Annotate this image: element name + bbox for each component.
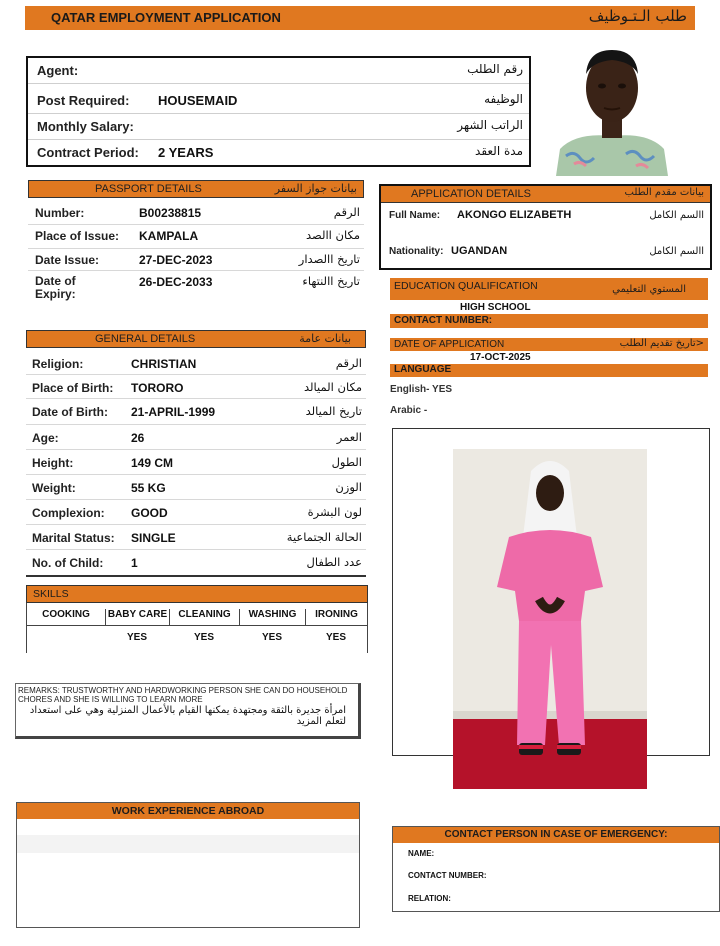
general-row-label: Place of Birth: [32,381,114,395]
work-experience-title: WORK EXPERIENCE ABROAD [111,805,265,817]
general-row-value: 1 [131,556,138,570]
general-row-label-arabic: عدد الطفال [306,555,362,569]
date-expiry-value: 26-DEC-2033 [139,275,213,289]
general-row-label-arabic: لون البشرة [307,505,362,519]
skills-section [26,585,368,653]
skill-washing-label: WASHING [239,609,305,626]
contract-label: Contract Period: [37,145,139,160]
date-issue-label-arabic: تاريخ االصدار [298,252,360,266]
work-experience-header [17,803,359,819]
education-value: HIGH SCHOOL [460,302,531,313]
passport-number-row [28,202,364,225]
general-row-label-arabic: تاريخ الميالد [305,404,362,418]
general-row-value: 149 CM [131,456,174,470]
general-row-label: Height: [32,456,74,470]
emergency-contact-label: CONTACT NUMBER: [408,871,487,880]
passport-details-title-arabic: بيانات جواز السفر [274,182,357,195]
general-row-label: Religion: [32,357,84,371]
general-row-label-arabic: الطول [331,455,362,469]
remarks-text-arabic: امرأة جديرة بالثقة ومجتهدة يمكنها القيام بالأعمال المنزلية وهي على استعداد لتعلم المزيد [29,705,346,727]
general-row [26,450,366,475]
general-row [26,399,366,425]
salary-label: Monthly Salary: [37,119,134,134]
contact-number-bar [390,314,708,328]
general-row [26,500,366,525]
place-of-issue-row [28,225,364,249]
general-row-value: 21-APRIL-1999 [131,405,216,419]
passport-number-value: B00238815 [139,206,202,220]
date-of-application-bar [390,338,708,351]
general-details-section [26,330,366,577]
contract-row [28,140,529,166]
passport-number-label-arabic: الرقم [333,205,360,219]
skill-cleaning-value: YES [193,632,214,643]
salary-label-arabic: الراتب الشهر [457,118,523,132]
general-row [26,351,366,375]
general-row-label-arabic: العمر [336,430,362,444]
education-title: EDUCATION QUALIFICATION [394,280,538,292]
passport-details-title: PASSPORT DETAILS [95,183,202,195]
general-row-value: CHRISTIAN [131,357,197,371]
passport-details-header [28,180,364,198]
application-details-title: APPLICATION DETAILS [411,188,532,200]
post-label: Post Required: [37,93,130,108]
general-details-header [26,330,366,348]
general-row [26,525,366,550]
skill-babycare-value: YES [126,632,147,643]
form-title-arabic: طلب الـتـوظيف [588,7,687,25]
nationality-label: Nationality: [389,246,444,257]
emergency-name-label: NAME: [408,849,435,858]
general-details-title-arabic: بيانات عامة [299,332,351,345]
general-row-label: Marital Status: [32,531,115,545]
general-row-label-arabic: الرقم [335,356,362,370]
skill-cooking-label: COOKING [42,609,90,620]
application-details-header [381,186,710,203]
skill-washing-value: YES [261,632,282,643]
arabic-level: Arabic - [390,405,428,416]
portrait-photo [556,44,668,176]
nationality-label-arabic: االسم الكامل [649,246,704,257]
date-expiry-label-arabic: تاريخ االنتهاء [302,274,360,288]
agent-row [28,58,529,84]
general-row-value: 26 [131,431,145,445]
full-name-label-arabic: االسم الكامل [649,210,704,221]
general-row [26,425,366,450]
general-row-value: GOOD [131,506,168,520]
general-row-label: Age: [32,431,59,445]
general-details-title: GENERAL DETAILS [95,333,196,345]
general-row-value: 55 KG [131,481,166,495]
contract-value: 2 YEARS [158,145,214,160]
general-row-label: Complexion: [32,506,105,520]
passport-details-section [28,180,364,300]
full-name-label: Full Name: [389,210,441,221]
emergency-relation-label: RELATION: [408,894,451,903]
portrait-image [556,44,668,176]
full-length-photo-frame [392,428,710,756]
emergency-contact-header [393,827,719,843]
emergency-contact-section [392,826,720,912]
salary-row [28,114,529,140]
general-row-label-arabic: مكان الميالد [304,380,362,394]
date-expiry-row [28,271,364,300]
education-title-arabic: المستوي التعليمي [612,284,686,295]
skill-cleaning-label: CLEANING [169,609,239,626]
general-row-value: SINGLE [131,531,176,545]
agent-label-arabic: رقم الطلب [467,62,523,76]
date-of-application-value: 17-OCT-2025 [470,352,531,363]
general-row-label-arabic: الوزن [335,480,362,494]
post-value: HOUSEMAID [158,93,238,108]
date-of-application-label-arabic: <تاريخ تقديم الطلب [619,338,704,349]
date-issue-label: Date Issue: [35,253,100,267]
skill-ironing-value: YES [325,632,346,643]
post-row [28,88,529,114]
english-level: English- YES [390,384,453,395]
form-title: QATAR EMPLOYMENT APPLICATION [51,10,281,25]
job-summary-box [26,56,531,167]
remarks-box [15,683,361,739]
place-of-issue-label-arabic: مكان االصد [305,228,360,242]
date-issue-value: 27-DEC-2023 [139,253,213,267]
nationality-value: UGANDAN [451,245,508,257]
full-length-image [453,449,647,789]
skill-babycare-label: BABY CARE [105,609,169,626]
form-header [25,6,695,30]
language-bar [390,364,708,377]
place-of-issue-value: KAMPALA [139,229,199,243]
general-row-label: No. of Child: [32,556,104,570]
skills-title: SKILLS [33,588,69,600]
general-row-label: Date of Birth: [32,405,108,419]
post-label-arabic: الوظيفه [484,92,523,106]
education-section [390,278,708,424]
education-header [390,278,708,300]
general-row-label: Weight: [32,481,76,495]
date-of-application-label: DATE OF APPLICATION [394,339,505,350]
place-of-issue-label: Place of Issue: [35,229,120,243]
general-row-value: TORORO [131,381,184,395]
general-row-label-arabic: الحالة الجتماعية [286,530,362,544]
work-experience-row [17,835,359,853]
application-details-section [379,184,712,270]
application-details-title-arabic: بيانات مقدم الطلب [624,187,704,198]
passport-number-label: Number: [35,206,85,220]
contract-label-arabic: مدة العقد [475,144,523,158]
general-row [26,475,366,500]
remarks-text: REMARKS: TRUSTWORTHY AND HARDWORKING PERSON SHE CAN DO HOUSEHOLD CHORES AND SHE IS WILLING TO LEARN MORE [18,686,348,704]
skills-header [26,585,368,603]
contact-number-label: CONTACT NUMBER: [394,315,493,326]
full-name-value: AKONGO ELIZABETH [457,209,572,221]
full-length-photo [453,449,647,789]
date-expiry-label: Date of Expiry: [35,274,76,301]
general-row [26,550,366,577]
general-row [26,375,366,399]
emergency-contact-title: CONTACT PERSON IN CASE OF EMERGENCY: [444,829,668,840]
agent-label: Agent: [37,63,79,78]
work-experience-section [16,802,360,928]
skill-ironing-label: IRONING [305,609,367,626]
language-label: LANGUAGE [394,364,452,375]
date-issue-row [28,249,364,271]
